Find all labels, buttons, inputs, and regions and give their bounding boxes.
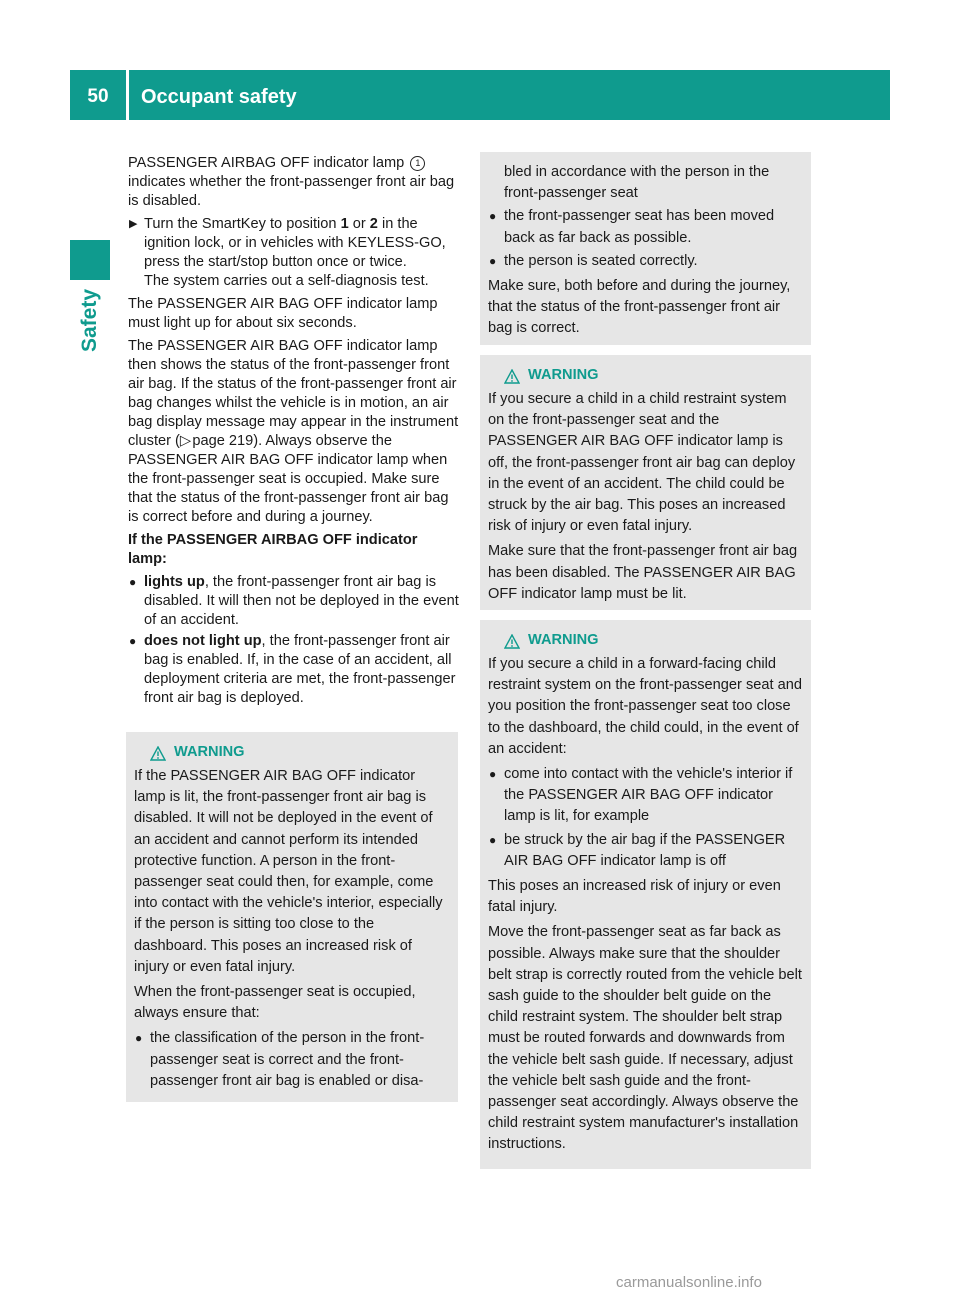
page-reference-link[interactable]: page 219 — [192, 433, 254, 449]
warning-list — [134, 1028, 450, 1092]
bullet-icon: ● — [135, 1031, 143, 1046]
warning-text: If the PASSENGER AIR BAG OFF indicator lamp is lit, the front-passenger front air bag is disabled. It will not be deployed in the event of an accident and cannot perform its intended protective function. A person in the front-passenger seat could then, for example, come into contact with the vehicle's interior, especially if the person is sitting too close to the dashboard. This poses an increased risk of injury or even fatal injury. — [134, 768, 443, 975]
list-item: ● lights up, the front-passenger front air bag is disabled. It will then not be deployed in the event of an accident. — [129, 574, 459, 628]
list-item: ● be struck by the air bag if the PASSENGER AIR BAG OFF indicator lamp is off — [489, 831, 786, 869]
intro-paragraph: PASSENGER AIRBAG OFF indicator lamp 1 indicates whether the front-passenger front air bag is disabled. — [128, 155, 455, 209]
bullet-icon: ● — [129, 575, 137, 589]
section-label: Safety — [78, 288, 101, 352]
section-marker — [70, 240, 110, 280]
callout-marker-icon: 1 — [410, 156, 425, 171]
page-number: 50 — [87, 86, 109, 107]
warning-box-continued — [480, 152, 811, 345]
list-item: ● the person is seated correctly. — [488, 251, 803, 272]
left-column — [128, 154, 459, 712]
warning-triangle-icon — [150, 746, 166, 761]
list-item: ● does not light up, the front-passenger front air bag is enabled. If, in the case of an accident, all deployment criteria are met, the front-passenger front air bag is deployed. — [129, 633, 456, 706]
list-item: bled in accordance with the person in the front-passenger seat — [504, 164, 770, 202]
list-item: ● the front-passenger seat has been moved back as far back as possible. — [489, 208, 775, 246]
warning-text: When the front-passenger seat is occupied, always ensure that: — [134, 984, 416, 1022]
bullet-icon: ● — [129, 634, 137, 648]
warning-triangle-icon — [504, 634, 520, 649]
warning-text: If you secure a child in a forward-facing child restraint system on the front-passenger seat and you position the front-passenger seat too close to the dashboard, the child could, in the event of an accident: — [488, 656, 802, 757]
instruction-step: ▶ Turn the SmartKey to position 1 or 2 in the ignition lock, or in vehicles with KEYLESS-GO, press the start/stop button once or twice. The system carries out a self-diagnosis test. — [128, 215, 459, 291]
status-list — [128, 573, 459, 708]
warning-text: If you secure a child in a child restraint system on the front-passenger seat and the PASSENGER AIR BAG OFF indicator lamp is off, the front-passenger front air bag can deploy in the event of an accident. The child could be struck by the air bag. This poses an increased risk of injury or even fatal injury. — [488, 391, 796, 535]
warning-text: Make sure, both before and during the journey, that the status of the front-passenger front air bag is correct. — [488, 278, 791, 337]
warning-list — [488, 162, 803, 272]
warning-heading: WARNING — [504, 630, 803, 652]
watermark: carmanualsonline.info — [616, 1274, 762, 1291]
warning-box — [480, 355, 811, 610]
warning-text: This poses an increased risk of injury or even fatal injury. — [488, 878, 781, 916]
list-item: ● come into contact with the vehicle's interior if the PASSENGER AIR BAG OFF indicator lamp is lit, for example — [489, 766, 793, 825]
bullet-icon: ● — [489, 832, 497, 847]
paragraph: The PASSENGER AIR BAG OFF indicator lamp then shows the status of the front-passenger front air bag. If the status of the front-passenger front air bag changes whilst the vehicle is in motion, an air bag display message may appear in the instrument cluster (▷ page 219). Always observe the PASSENGER AIR BAG OFF indicator lamp when the front-passenger seat is occupied. Make sure that the status of the front-passenger front air bag is correct before and during a journey. — [128, 338, 459, 525]
page-title: Occupant safety — [141, 86, 297, 108]
warning-box — [126, 732, 458, 1102]
warning-heading: WARNING — [504, 365, 803, 387]
warning-triangle-icon — [504, 369, 520, 384]
bullet-icon: ● — [489, 209, 497, 224]
step-arrow-icon: ▶ — [129, 218, 138, 230]
list-item: ● the classification of the person in the front-passenger seat is correct and the front-passenger front air bag is enabled or disa- — [135, 1030, 425, 1089]
step-result: The system carries out a self-diagnosis test. — [144, 273, 429, 289]
subheading: If the PASSENGER AIRBAG OFF indicator lamp: — [128, 532, 418, 567]
paragraph: The PASSENGER AIR BAG OFF indicator lamp must light up for about six seconds. — [128, 296, 438, 331]
warning-heading: WARNING — [150, 742, 450, 764]
warning-box — [480, 620, 811, 1169]
bullet-icon: ● — [489, 767, 497, 782]
warning-text: Move the front-passenger seat as far back as possible. Always make sure that the shoulder belt strap is correctly routed from the vehicle belt sash guide to the shoulder belt guide on the child restraint system. The shoulder belt strap must be routed forwards and downwards from the vehicle belt sash guide. If necessary, adjust the vehicle belt sash guide and the front-passenger seat accordingly. Always observe the child restraint system manufacturer's installation instructions. — [488, 924, 802, 1153]
warning-list — [488, 764, 803, 872]
page-reference-icon: ▷ — [179, 433, 192, 449]
bullet-icon: ● — [489, 253, 497, 268]
header-divider — [126, 70, 129, 120]
warning-text: Make sure that the front-passenger front air bag has been disabled. The PASSENGER AIR BAG OFF indicator lamp must be lit. — [488, 543, 798, 602]
